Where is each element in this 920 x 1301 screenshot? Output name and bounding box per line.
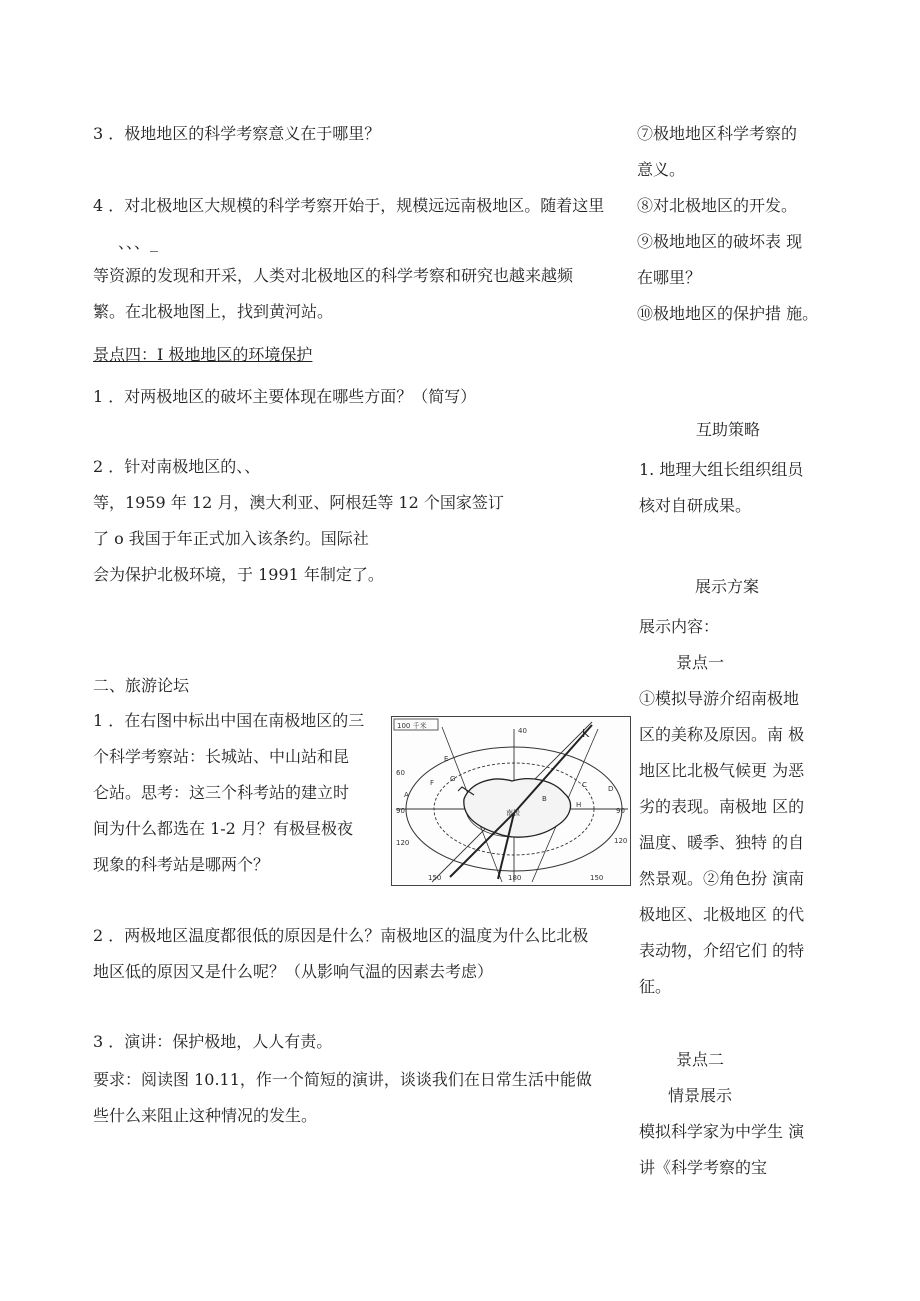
section-4-question-2-line3: 了 o 我国于年正式加入该条约。国际社 [93,529,369,548]
forum-title: 二、旅游论坛 [93,676,190,695]
lon-label-1: 60 [396,769,405,777]
mutual-help-line1: 1. 地理大组长组织组员 [639,460,804,479]
section-4-question-2-line4: 会为保护北极环境，于 1991 年制定了。 [93,565,384,584]
question-4-line3: 等资源的发现和开采，人类对北极地区的科学考察和研究也越来越频 [93,266,574,285]
section-4-title: 景点四：I 极地地区的环境保护 [93,345,313,364]
section-4-question-1: 1 ．对两极地区的破坏主要体现在哪些方面？（简写） [93,387,477,406]
point-a: A [404,791,409,799]
spot-1-line9: 征。 [639,977,672,996]
spot-2-subtitle: 情景展示 [668,1086,733,1105]
mutual-help-title: 互助策略 [696,420,761,439]
mutual-help-line2: 核对自研成果。 [639,496,752,515]
question-3: 3 ．极地地区的科学考察意义在于哪里？ [93,124,381,143]
point-f: F [430,779,435,787]
forum-question-3: 3 ．演讲：保护极地，人人有责。 [93,1032,333,1051]
point-h: H [576,801,582,809]
point-b: B [542,795,547,803]
lon-label-7: 120 [614,837,628,845]
spot-1-line5: 温度、暖季、独特 的自 [639,833,805,852]
antarctic-map-figure [391,716,631,886]
forum-question-1-line1: 1 ．在右图中标出中国在南极地区的三 [93,711,365,730]
point-e: E [444,755,449,763]
lon-label-8: 150 [590,874,604,882]
lon-label-6: 90 [616,807,625,815]
spot-1-line8: 表动物，介绍它们 的特 [639,941,805,960]
spot-1-line4: 劣的表现。南极地 区的 [639,797,805,816]
lon-label-0: 40 [518,727,527,735]
spot-1-line3: 地区比北极气候更 为恶 [639,761,805,780]
spot-1-title: 景点一 [676,653,725,672]
forum-question-1-line3: 仑站。思考：这三个科考站的建立时 [93,783,350,802]
spot-1-line6: 然景观。②角色扮 演南 [639,869,805,888]
spot-2-title: 景点二 [676,1050,725,1069]
forum-question-1-line5: 现象的科考站是哪两个？ [93,855,270,874]
question-4-line2: 、、、_ [118,233,159,252]
right-item-7-line2: 意义。 [637,160,686,179]
right-item-10: ⑩极地地区的保护措 施。 [637,304,819,323]
spot-1-line7: 极地区、北极地区 的代 [639,905,805,924]
point-c: C [582,781,587,789]
show-content-label: 展示内容： [639,617,720,636]
lon-label-3: 120 [396,839,410,847]
forum-question-1-line2: 个科学考察站：长城站、中山站和昆 [93,747,350,766]
spot-2-line2: 讲《科学考察的宝 [639,1158,768,1177]
lon-label-2: 90 [396,807,405,815]
spot-2-line1: 模拟科学家为中学生 演 [639,1122,805,1141]
forum-requirement-line1: 要求：阅读图 10.11，作一个简短的演讲，谈谈我们在日常生活中能做 [93,1070,592,1089]
lon-label-4: 150 [428,874,442,882]
forum-question-1-line4: 间为什么都选在 1-2 月？有极昼极夜 [93,819,353,838]
right-item-9-line2: 在哪里？ [637,268,702,287]
south-pole-label: 南极 [506,809,520,817]
right-item-9-line1: ⑨极地地区的破坏表 现 [637,232,803,251]
show-plan-title: 展示方案 [695,577,760,596]
forum-requirement-line2: 些什么来阻止这种情况的发生。 [93,1106,318,1125]
point-g: G [450,775,456,783]
forum-question-2-line2: 地区低的原因又是什么呢？（从影响气温的因素去考虑） [93,962,494,981]
right-item-8: ⑧对北极地区的开发。 [637,196,798,215]
question-4-line4: 繁。在北极地图上，找到黄河站。 [93,302,334,321]
lon-label-5: 180 [508,874,522,882]
section-4-question-2-line2: 等，1959 年 12 月，澳大利亚、阿根廷等 12 个国家签订 [93,493,504,512]
map-scale-label: 100 千米 [397,722,427,730]
forum-question-2-line1: 2 ．两极地区温度都很低的原因是什么？南极地区的温度为什么比北极 [93,926,589,945]
point-k: K [582,727,590,740]
section-4-question-2-line1: 2 ．针对南极地区的、、 [93,457,261,476]
antarctic-map [392,717,629,884]
spot-1-line1: ①模拟导游介绍南极地 [639,689,800,708]
right-item-7-line1: ⑦极地地区科学考察的 [637,124,798,143]
point-d: D [608,785,614,793]
question-4-line1: 4 ．对北极地区大规模的科学考察开始于，规模远远南极地区。随着这里 [93,196,605,215]
spot-1-line2: 区的美称及原因。南 极 [639,725,805,744]
